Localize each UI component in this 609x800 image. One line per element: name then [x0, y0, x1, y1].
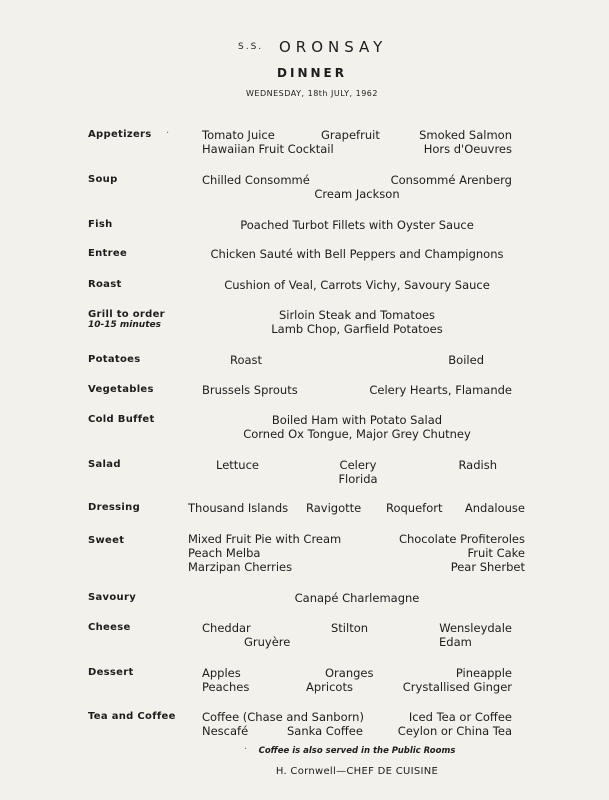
course-label: Savoury — [88, 592, 137, 603]
dish-peaches: Peaches — [202, 680, 250, 694]
dish-edam: Edam — [439, 635, 472, 649]
dish-grapefruit: Grapefruit — [321, 128, 380, 142]
dish-sanka-coffee: Sanka Coffee — [287, 724, 363, 738]
dish-nescafe: Nescafé — [202, 724, 249, 738]
dish-apricots: Apricots — [306, 680, 353, 694]
course-label: Appetizers — [88, 129, 152, 140]
dish-smoked-salmon: Smoked Salmon — [419, 128, 512, 142]
dish-ravigotte: Ravigotte — [306, 501, 362, 515]
dish-crystallised-ginger: Crystallised Ginger — [402, 680, 512, 694]
menu-date: WEDNESDAY, 18th JULY, 1962 — [246, 89, 378, 98]
dish-lamb-chop: Lamb Chop, Garfield Potatoes — [271, 322, 443, 336]
course-label: Entree — [88, 248, 128, 259]
ship-name: ORONSAY — [279, 38, 388, 56]
course-label: Sweet — [88, 535, 125, 546]
dish-iced-tea-or-coffee: Iced Tea or Coffee — [408, 710, 512, 724]
course-note: 10-15 minutes — [88, 320, 161, 330]
dish-stilton: Stilton — [331, 621, 369, 635]
coffee-note: Coffee is also served in the Public Rooms — [258, 746, 456, 756]
dish-gruyere: Gruyère — [244, 635, 291, 649]
dish-hors-doeuvres: Hors d'Oeuvres — [423, 142, 512, 156]
dish-apples: Apples — [202, 666, 241, 680]
ship-prefix: S.S. — [238, 42, 264, 52]
dish-brussels-sprouts: Brussels Sprouts — [202, 383, 298, 397]
course-label: Potatoes — [88, 354, 141, 365]
dish-canape-charlemagne: Canapé Charlemagne — [294, 591, 420, 605]
dish-fruit-cake: Fruit Cake — [467, 546, 525, 560]
dish-cushion-of-veal: Cushion of Veal, Carrots Vichy, Savoury Sauce — [224, 278, 490, 292]
meal-title: DINNER — [277, 66, 347, 80]
dish-lettuce: Lettuce — [216, 458, 259, 472]
dish-hawaiian-fruit-cocktail: Hawaiian Fruit Cocktail — [202, 142, 334, 156]
course-label: Salad — [88, 459, 121, 470]
dish-consomme-arenberg: Consommé Arenberg — [390, 173, 512, 187]
dish-celery-hearts: Celery Hearts, Flamande — [369, 383, 512, 397]
course-label: Vegetables — [88, 384, 154, 395]
course-label: Roast — [88, 279, 122, 290]
dish-radish: Radish — [458, 458, 497, 472]
dish-celery: Celery — [339, 458, 377, 472]
dish-ceylon-or-china-tea: Ceylon or China Tea — [397, 724, 512, 738]
dish-roast-potatoes: Roast — [230, 353, 263, 367]
dish-andalouse: Andalouse — [464, 501, 525, 515]
dish-tomato-juice: Tomato Juice — [202, 128, 275, 142]
dish-cheddar: Cheddar — [202, 621, 251, 635]
dish-cream-jackson: Cream Jackson — [314, 187, 400, 201]
course-label: Soup — [88, 174, 118, 185]
dish-roquefort: Roquefort — [386, 501, 443, 515]
dish-poached-turbot: Poached Turbot Fillets with Oyster Sauce — [240, 218, 474, 232]
dish-peach-melba: Peach Melba — [188, 546, 261, 560]
course-label: Dressing — [88, 502, 141, 513]
dish-boiled-ham: Boiled Ham with Potato Salad — [271, 413, 443, 427]
dish-wensleydale: Wensleydale — [439, 621, 512, 635]
dish-coffee-chase-sanborn: Coffee (Chase and Sanborn) — [202, 710, 364, 724]
dish-corned-ox-tongue: Corned Ox Tongue, Major Grey Chutney — [243, 427, 471, 441]
bullet-dot: · — [244, 744, 248, 755]
dish-boiled-potatoes: Boiled — [448, 353, 484, 367]
dish-marzipan-cherries: Marzipan Cherries — [188, 560, 293, 574]
dish-sirloin-steak: Sirloin Steak and Tomatoes — [278, 308, 436, 322]
course-label: Tea and Coffee — [88, 711, 176, 722]
dish-mixed-fruit-pie: Mixed Fruit Pie with Cream — [188, 532, 342, 546]
course-label: Grill to order — [88, 309, 165, 320]
course-label: Cold Buffet — [88, 414, 155, 425]
dish-florida: Florida — [338, 472, 378, 486]
dish-chicken-saute: Chicken Sauté with Bell Peppers and Champignons — [210, 247, 504, 261]
chef-credit: H. Cornwell—CHEF DE CUISINE — [275, 766, 439, 777]
dish-chilled-consomme: Chilled Consommé — [202, 173, 310, 187]
dish-pineapple: Pineapple — [455, 666, 512, 680]
dish-pear-sherbet: Pear Sherbet — [450, 560, 525, 574]
dish-chocolate-profiteroles: Chocolate Profiteroles — [398, 532, 525, 546]
course-label: Fish — [88, 219, 113, 230]
dish-oranges: Oranges — [325, 666, 374, 680]
course-label: Cheese — [88, 622, 131, 633]
course-label: Dessert — [88, 667, 134, 678]
dish-thousand-islands: Thousand Islands — [188, 501, 289, 515]
bullet-dot: · — [166, 128, 170, 139]
